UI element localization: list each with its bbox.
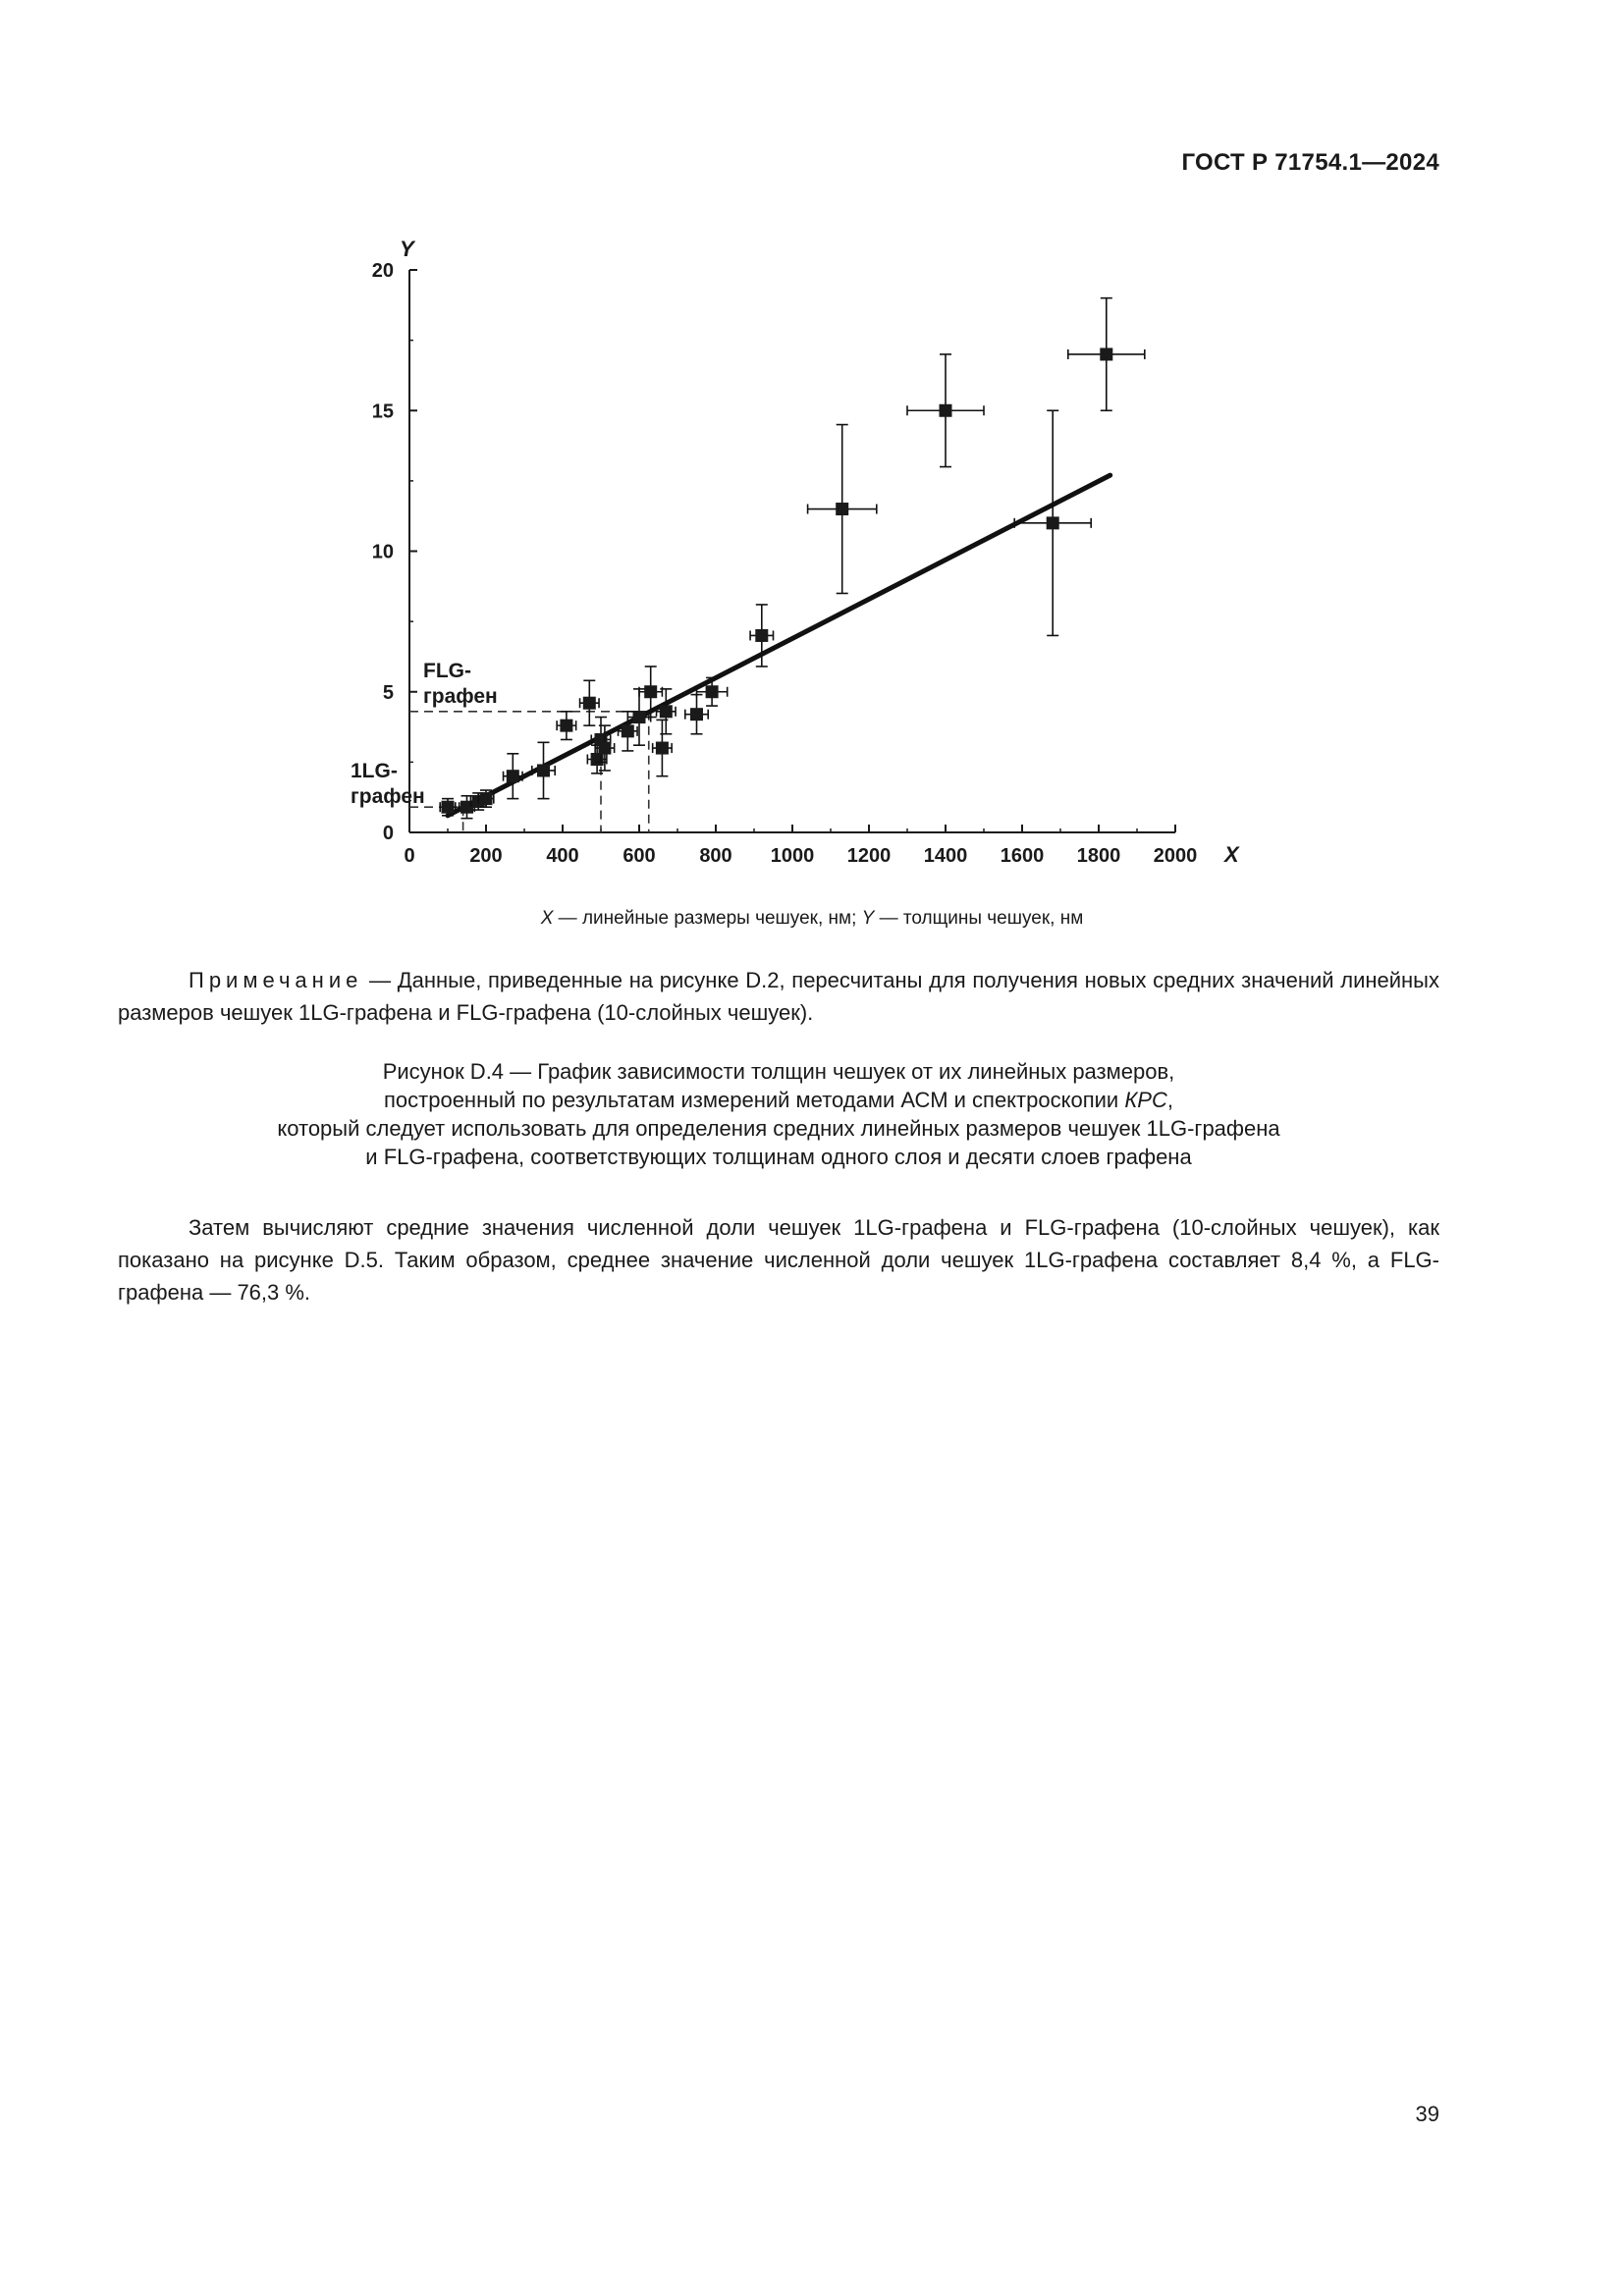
x-axis-label: X [1224,842,1239,867]
data-point [622,724,634,737]
x-tick-label: 800 [699,845,732,867]
y-description: — толщины чешуек, нм [874,908,1084,929]
data-point [755,629,768,642]
figure-caption-line-2 [118,1086,1439,1114]
figure-caption-line-2a: построенный по результатам измерений методами АСМ и спектроскопии [384,1088,1125,1112]
data-point [633,711,646,723]
label-flg-line2: графен [423,684,498,708]
figure-caption [118,1057,1439,1171]
page-number: 39 [1415,2102,1439,2126]
standard-header: ГОСТ Р 71754.1—2024 [1181,149,1439,176]
x-tick-label: 0 [404,845,415,867]
data-point [690,708,703,721]
y-tick-label: 10 [371,541,394,563]
thickness-vs-size-chart [295,216,1257,903]
x-tick-label: 400 [546,845,579,867]
axis-caption [0,908,1624,930]
x-symbol: X [540,908,554,929]
x-tick-label: 1000 [770,845,815,867]
figure-caption-comma: , [1166,1088,1173,1112]
figure-caption-line-3: который следует использовать для определения средних линейных размеров чешуек 1LG-графена [277,1116,1280,1141]
data-point [706,685,719,698]
y-symbol: Y [861,908,875,929]
figure-caption-line-4: и FLG-графена, соответствующих толщинам одного слоя и десяти слоев графена [365,1145,1192,1169]
y-axis-label: Y [400,237,414,261]
data-point [560,720,572,732]
data-point [442,801,455,814]
figure-caption-line-1: Рисунок D.4 — График зависимости толщин чешуек от их линейных размеров, [382,1059,1175,1084]
x-description: — линейные размеры чешуек, нм; [553,908,862,929]
note-text: — Данные, приведенные на рисунке D.2, пересчитаны для получения новых средних значений линейных размеров чешуек 1LG-графена и FLG-графена (10-слойных чешуек). [118,968,1439,1025]
label-1lg-line2: графен [351,785,425,809]
x-tick-label: 1200 [846,845,892,867]
x-tick-label: 1600 [1000,845,1045,867]
data-point [507,770,519,782]
x-tick-label: 1400 [923,845,968,867]
data-point [940,404,952,417]
data-point [660,705,673,718]
data-point [537,764,550,776]
body-paragraph: Затем вычисляют средние значения численной доли чешуек 1LG-графена и FLG-графена (10-слойных чешуек), как показано на рисунке D.5. Таким образом, среднее значение численной доли чешуек 1LG-графена составляет 8,4 %, а FLG-графена — 76,3 %. [118,1215,1439,1305]
data-point [1047,516,1059,529]
data-point [1100,347,1112,360]
x-tick-label: 200 [469,845,503,867]
y-tick-label: 5 [382,681,394,704]
data-point [583,697,596,710]
y-tick-label: 20 [371,260,394,282]
label-1lg-line1: 1LG- [351,760,398,783]
label-flg-line1: FLG- [423,659,471,682]
data-point [656,742,669,755]
note-label: Примечание [189,968,363,992]
x-tick-label: 1800 [1076,845,1121,867]
data-point [644,685,657,698]
y-tick-label: 15 [371,400,394,423]
note-paragraph [118,964,1439,1029]
x-tick-label: 2000 [1153,845,1198,867]
figure-caption-krs: КРС [1124,1088,1167,1112]
x-tick-label: 600 [623,845,656,867]
data-point [836,503,848,515]
y-tick-label: 0 [382,823,394,844]
data-point [480,792,493,805]
data-point [598,742,611,755]
